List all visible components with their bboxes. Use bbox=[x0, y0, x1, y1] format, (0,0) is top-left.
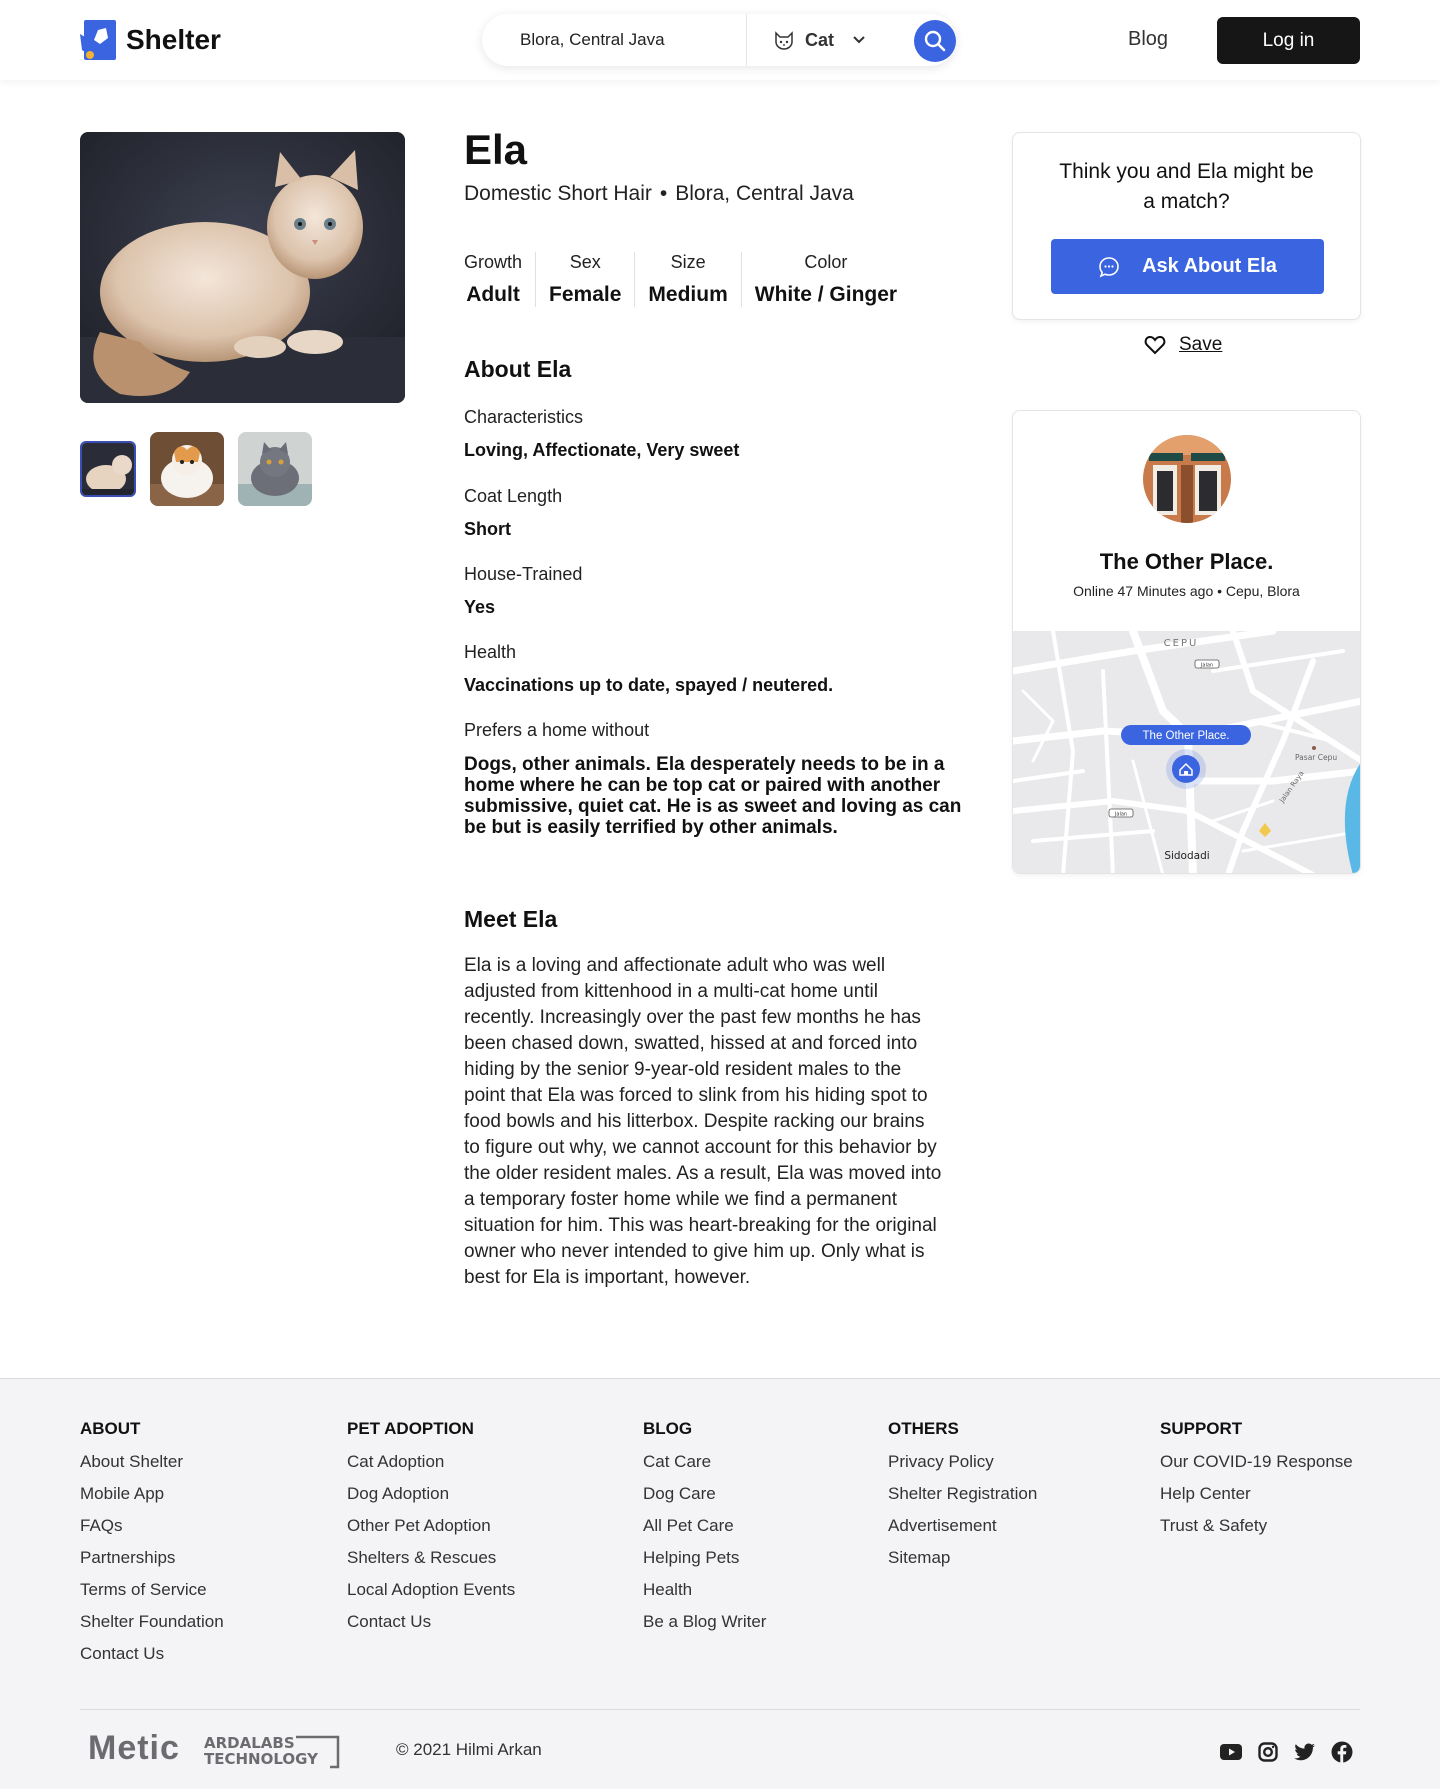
footer-link[interactable]: FAQs bbox=[80, 1516, 123, 1535]
health-value: Vaccinations up to date, spayed / neutered. bbox=[464, 675, 834, 695]
ardalabs-logo-line1: ARDALABS bbox=[204, 1734, 295, 1752]
footer-column-blog bbox=[643, 1419, 766, 1645]
footer-link[interactable]: Advertisement bbox=[888, 1516, 997, 1535]
cat-thumbnail-image bbox=[150, 432, 224, 506]
footer-link[interactable]: Help Center bbox=[1160, 1484, 1251, 1503]
twitter-link[interactable] bbox=[1292, 1739, 1317, 1764]
pet-name: Ela bbox=[464, 126, 528, 173]
save-button[interactable] bbox=[1144, 334, 1222, 356]
footer-link[interactable]: All Pet Care bbox=[643, 1516, 734, 1535]
copyright: © 2021 Hilmi Arkan bbox=[396, 1740, 542, 1759]
instagram-link[interactable] bbox=[1255, 1739, 1280, 1764]
coat-length-value: Short bbox=[464, 519, 511, 539]
attribute-label: Size bbox=[670, 252, 706, 272]
attribute-growth bbox=[464, 252, 536, 307]
pet-subtitle bbox=[464, 182, 854, 206]
facebook-icon bbox=[1331, 1741, 1353, 1763]
map-poi-market: Pasar Cepu bbox=[1295, 753, 1338, 762]
pet-type-select[interactable] bbox=[747, 29, 907, 51]
footer-link[interactable]: Cat Adoption bbox=[347, 1452, 445, 1471]
footer-link[interactable]: Dog Adoption bbox=[347, 1484, 450, 1503]
map-area-label: CEPU bbox=[1163, 638, 1199, 649]
shelter-map[interactable] bbox=[1013, 631, 1361, 874]
map-poi-road: Jalan Raya bbox=[1278, 769, 1306, 805]
footer-link[interactable]: Other Pet Adoption bbox=[347, 1516, 491, 1535]
house-trained-label: House-Trained bbox=[464, 564, 583, 584]
heart-icon bbox=[1144, 335, 1166, 355]
nav-blog-link[interactable]: Blog bbox=[1128, 28, 1169, 50]
footer-link[interactable]: Dog Care bbox=[643, 1484, 716, 1503]
photo-thumbnails bbox=[80, 432, 312, 506]
cat-icon bbox=[773, 29, 795, 51]
meet-description: Ela is a loving and affectionate adult who was well adjusted from kittenhood in a multi-cat home until recently. Increasingly over the past few months he has been chased down, swatted, hissed at and forced into hiding by the senior 9-year-old resident males to the point that Ela was forced to slink from his hiding spot to food bowls and his litterbox. Despite racking our brains to figure out why, we cannot account for this behavior by the older resident males. As a result, Ela was moved into a temporary foster home while we find a permanent situation for him. This was heart-breaking for the original owner who never intended to give him up. Only what is best for Ela is important, however. bbox=[464, 955, 942, 1288]
site-footer bbox=[0, 1378, 1440, 1789]
footer-link[interactable]: Mobile App bbox=[80, 1484, 165, 1503]
meet-title: Meet Ela bbox=[464, 906, 558, 932]
facebook-link[interactable] bbox=[1329, 1739, 1354, 1764]
youtube-icon bbox=[1220, 1744, 1242, 1760]
attribute-color bbox=[742, 252, 910, 307]
ardalabs-logo bbox=[204, 1733, 340, 1769]
shelter-name: The Other Place. bbox=[1099, 549, 1274, 574]
map-pin-label: The Other Place. bbox=[1142, 730, 1230, 742]
footer-link[interactable]: Cat Care bbox=[643, 1452, 712, 1471]
footer-column-title: SUPPORT bbox=[1160, 1419, 1243, 1438]
thumbnail-1[interactable] bbox=[80, 441, 136, 497]
site-header bbox=[0, 0, 1440, 80]
ask-about-label: Ask About Ela bbox=[1142, 255, 1277, 277]
metic-logo: Metic bbox=[88, 1729, 180, 1767]
footer-link[interactable]: Shelter Foundation bbox=[80, 1612, 224, 1631]
footer-link[interactable]: Contact Us bbox=[80, 1644, 165, 1663]
cat-thumbnail-image bbox=[238, 432, 312, 506]
footer-link[interactable]: Terms of Service bbox=[80, 1580, 207, 1599]
separator-dot: • bbox=[659, 182, 668, 205]
map-district: Sidodadi bbox=[1164, 850, 1210, 862]
attribute-value: White / Ginger bbox=[754, 283, 898, 306]
shelter-photo-image bbox=[1143, 435, 1231, 523]
footer-link[interactable]: Local Adoption Events bbox=[347, 1580, 516, 1599]
footer-link[interactable]: Helping Pets bbox=[643, 1548, 740, 1567]
search-icon bbox=[923, 29, 947, 53]
footer-column-title: BLOG bbox=[643, 1419, 693, 1438]
footer-link[interactable]: Our COVID-19 Response bbox=[1160, 1452, 1353, 1471]
health-label: Health bbox=[464, 642, 517, 662]
brand-logo[interactable] bbox=[80, 20, 221, 60]
attribute-value: Adult bbox=[466, 283, 520, 306]
footer-link[interactable]: Trust & Safety bbox=[1160, 1516, 1268, 1535]
shelter-logo-icon bbox=[80, 20, 116, 60]
search-bar bbox=[482, 14, 956, 66]
match-card bbox=[1012, 132, 1361, 320]
pet-breed: Domestic Short Hair bbox=[464, 182, 652, 205]
footer-column-about bbox=[80, 1419, 224, 1677]
thumbnail-2[interactable] bbox=[150, 432, 224, 506]
cat-thumbnail-image bbox=[82, 443, 136, 497]
attribute-value: Female bbox=[549, 283, 622, 306]
footer-column-pet-adoption bbox=[347, 1419, 515, 1645]
attribute-sex bbox=[536, 252, 635, 307]
attribute-size bbox=[635, 252, 741, 307]
footer-column-title: OTHERS bbox=[888, 1419, 959, 1438]
youtube-link[interactable] bbox=[1218, 1739, 1243, 1764]
characteristics-label: Characteristics bbox=[464, 407, 584, 427]
map-street-tag: Jalan bbox=[1114, 811, 1128, 818]
instagram-icon bbox=[1258, 1742, 1278, 1762]
login-button[interactable]: Log in bbox=[1217, 17, 1360, 64]
footer-link[interactable]: Privacy Policy bbox=[888, 1452, 994, 1471]
coat-length-label: Coat Length bbox=[464, 486, 563, 506]
social-links bbox=[1218, 1739, 1354, 1764]
attribute-value: Medium bbox=[648, 283, 728, 306]
house-trained-value: Yes bbox=[464, 597, 496, 617]
chevron-down-icon bbox=[852, 35, 866, 45]
map-street-tag: Jalan bbox=[1200, 662, 1214, 669]
attribute-label: Color bbox=[804, 252, 848, 272]
about-title: About Ela bbox=[464, 356, 572, 382]
footer-column-title: ABOUT bbox=[80, 1419, 141, 1438]
search-button[interactable] bbox=[914, 20, 956, 62]
pet-type-label: Cat bbox=[805, 29, 835, 50]
footer-divider bbox=[80, 1709, 1360, 1710]
footer-link[interactable]: Partnerships bbox=[80, 1548, 176, 1567]
footer-link[interactable]: About Shelter bbox=[80, 1452, 184, 1471]
ardalabs-logo-line2: TECHNOLOGY bbox=[204, 1750, 318, 1768]
footer-link[interactable]: Shelter Registration bbox=[888, 1484, 1038, 1503]
footer-column-others bbox=[888, 1419, 1037, 1581]
brand-name: Shelter bbox=[126, 24, 221, 55]
ask-about-button[interactable] bbox=[1051, 239, 1324, 294]
footer-link[interactable]: Contact Us bbox=[347, 1612, 432, 1631]
save-label: Save bbox=[1179, 334, 1223, 355]
pet-main-photo[interactable] bbox=[80, 132, 405, 403]
shelter-avatar[interactable] bbox=[1143, 435, 1231, 523]
pet-attributes bbox=[464, 252, 910, 307]
characteristics-value: Loving, Affectionate, Very sweet bbox=[464, 440, 740, 460]
footer-link[interactable]: Health bbox=[643, 1580, 693, 1599]
twitter-icon bbox=[1294, 1743, 1316, 1761]
chat-bubble-icon bbox=[1098, 256, 1120, 278]
footer-column-title: PET ADOPTION bbox=[347, 1419, 474, 1438]
thumbnail-3[interactable] bbox=[238, 432, 312, 506]
map-image bbox=[1013, 631, 1361, 874]
prefers-value: Dogs, other animals. Ela desperately needs to be in a home where he can be top cat or paired with another submissive, quiet cat. He is as sweet and loving as can be but is easily terrified by other animals. bbox=[464, 754, 962, 838]
footer-link[interactable]: Shelters & Rescues bbox=[347, 1548, 497, 1567]
footer-link[interactable]: Sitemap bbox=[888, 1548, 951, 1567]
pet-location: Blora, Central Java bbox=[675, 182, 854, 205]
attribute-label: Sex bbox=[569, 252, 601, 272]
shelter-card bbox=[1012, 410, 1361, 874]
prefers-label: Prefers a home without bbox=[464, 720, 650, 740]
location-input[interactable]: Blora, Central Java bbox=[482, 14, 747, 66]
footer-column-support bbox=[1160, 1419, 1353, 1549]
cat-photo-image bbox=[80, 132, 405, 403]
match-prompt: Think you and Ela might be a match? bbox=[1059, 160, 1314, 213]
shelter-meta: Online 47 Minutes ago • Cepu, Blora bbox=[1073, 583, 1300, 599]
footer-link[interactable]: Be a Blog Writer bbox=[643, 1612, 767, 1631]
attribute-label: Growth bbox=[464, 252, 523, 272]
